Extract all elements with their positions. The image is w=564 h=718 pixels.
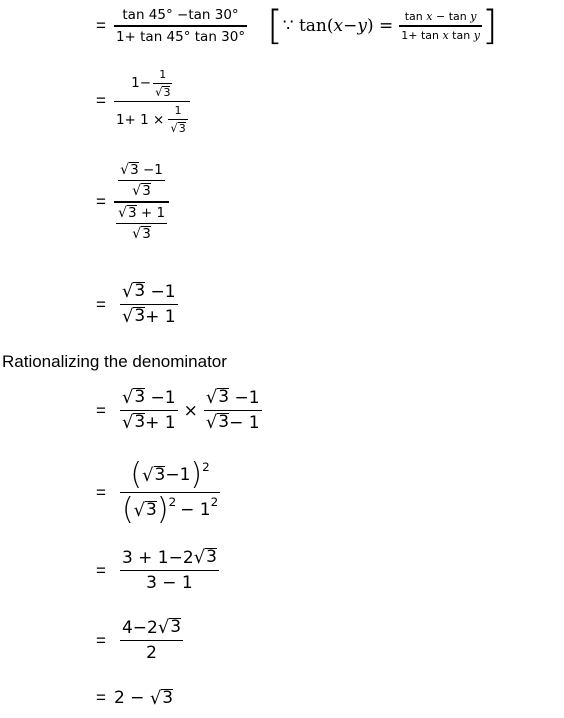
upper-fraction-inner [118,162,165,199]
num-suffix: −1 [229,388,260,408]
identity-num-x: x [426,10,433,24]
sqrt-three [206,413,229,432]
step-3 [96,162,169,242]
sqrt-three [120,162,139,177]
fraction-numerator [120,548,219,570]
radical-sign: √ [133,499,146,521]
equals-sign: = [96,560,106,580]
equals-sign: = [96,191,106,211]
fraction-numerator [204,388,262,410]
radicand: 3 [206,547,217,567]
small-fraction [168,104,187,135]
fraction-numerator [120,388,178,410]
hint-x: x [333,16,344,36]
fraction-denominator [114,102,190,135]
radical-sign: √ [132,183,142,200]
radicand: 3 [134,412,146,433]
fraction-denominator [204,411,262,433]
step-2 [96,68,190,135]
den-suffix: + 1 [145,413,176,434]
radical-sign: √ [170,121,178,136]
radicand: 3 [134,306,146,327]
hint-y: y [357,16,367,36]
fraction-tan-values [114,7,247,44]
sqrt-three [206,388,229,407]
identity-denominator [399,27,482,42]
radical-sign: √ [121,306,134,328]
identity-num-text-b: − tan [432,10,471,24]
radicand: 3 [218,412,230,433]
radical-sign: √ [149,687,162,709]
num-suffix: −1 [145,388,176,408]
fraction-denominator: 2 [146,643,157,664]
radical-sign: √ [121,387,134,408]
step-6 [96,457,220,528]
num-prefix: 4−2 [121,618,158,638]
radical-sign: √ [132,225,142,242]
radical-sign: √ [155,85,163,100]
sqrt-three [158,618,181,637]
small-numerator: 1 [159,68,167,81]
upper-fraction [116,162,167,201]
radical-sign: √ [205,412,218,434]
fraction-numerator [128,457,211,492]
hint-close: ) = [366,16,394,36]
radical-sign: √ [121,412,134,434]
fraction-denominator: 1+ tan 45° tan 30° [115,28,246,45]
rationalize-label: Rationalizing the denominator [2,352,227,371]
equals-sign: = [96,688,106,707]
equals-sign: = [96,400,106,420]
radicand: 3 [134,281,146,301]
identity-num-text: tan [404,10,427,24]
radicand: 3 [142,183,151,200]
lower-fraction [114,203,169,242]
step-8 [96,618,183,663]
sqrt-three [142,466,165,485]
radical-sign: √ [193,547,206,568]
step-7 [96,548,219,593]
den-minus: − 1 [180,500,211,521]
identity-den-y: y [473,28,480,42]
radicand: 3 [146,499,157,520]
den-suffix: − 1 [229,413,260,434]
times-sign: × [183,400,198,421]
sqrt-three [153,84,172,99]
radicand: 3 [170,617,182,637]
radical-sign: √ [120,162,130,178]
equals-sign: = [96,91,106,111]
step-1 [96,3,498,49]
identity-den-x: x [442,28,449,42]
fraction-numerator [120,618,183,640]
identity-den-text-b: tan [448,28,474,42]
fraction-denominator [120,492,220,528]
sqrt-three [122,413,145,432]
num-suffix: −1 [165,465,191,485]
right-paren: ) [156,492,169,528]
exponent: 2 [168,495,177,510]
fraction-denominator [120,305,178,327]
left-bracket: [ [267,3,283,49]
sqrt-three [134,501,157,520]
sqrt-three [194,548,217,567]
fraction-numerator [129,68,174,101]
sqrt-three [132,183,151,198]
radical-sign: √ [205,387,218,408]
radical-sign: √ [117,204,127,221]
sqrt-three [168,120,187,135]
result-prefix: 2 − [113,688,150,708]
radical-sign: √ [142,464,154,486]
identity-hint [267,3,498,49]
equals-sign: = [96,482,106,502]
equals-sign: = [96,16,106,35]
step-4 [96,282,178,327]
hint-because: ∵ tan( [282,16,334,36]
identity-fraction [399,10,482,41]
fraction-numerator: tan 45° −tan 30° [122,7,239,24]
step-9 [96,688,173,708]
fraction-step7 [120,548,219,593]
exponent: 2 [202,460,210,474]
identity-den-text: 1+ tan [401,28,443,42]
left-paren: ( [121,492,134,528]
fraction-numerator [120,282,178,304]
radical-sign: √ [157,617,170,638]
fraction-step4 [120,282,178,327]
den-prefix: 1+ 1 × [115,111,165,128]
equals-sign: = [96,294,106,314]
fraction-denominator: 3 − 1 [146,573,193,594]
sqrt-three [122,388,145,407]
radicand: 3 [163,86,171,100]
fraction-left [120,388,178,433]
num-prefix: 1− [131,75,152,92]
step-5 [96,388,262,433]
lower-fraction-inner [116,205,167,242]
radicand: 3 [162,687,174,708]
fraction-denominator [120,411,178,433]
radicand: 3 [154,464,166,485]
compound-fraction [114,162,169,242]
sqrt-three [132,226,151,241]
identity-num-y: y [470,10,477,24]
plus-one: + 1 [136,204,166,221]
upper-numerator [118,162,165,180]
radicand: 3 [218,387,230,407]
fraction-step8 [120,618,183,663]
upper-denominator [130,181,153,199]
fraction-step2 [114,68,190,135]
hint-minus: − [343,16,358,36]
right-bracket: ] [481,3,498,49]
fraction-step6 [120,457,220,528]
radical-sign: √ [121,281,134,302]
right-paren: ) [190,457,203,492]
lower-denominator [130,224,153,242]
equals-sign: = [96,630,106,650]
small-numerator: 1 [174,104,182,118]
sqrt-three [118,205,137,220]
sqrt-three [150,689,173,708]
den-exponent: 2 [210,495,219,510]
radicand: 3 [134,387,146,407]
radicand: 3 [142,225,151,242]
sqrt-three [122,282,145,301]
minus-one: −1 [138,162,163,178]
fraction-right [204,388,262,433]
left-paren: ( [130,457,143,492]
radicand: 3 [178,122,186,136]
lower-numerator [116,205,167,223]
radicand: 3 [127,204,137,221]
den-suffix: + 1 [145,307,176,328]
num-suffix: −1 [145,282,176,302]
radicand: 3 [130,162,139,178]
sqrt-three [122,307,145,326]
small-fraction [153,68,172,99]
num-prefix: 3 + 1−2 [121,548,194,568]
identity-numerator [403,10,479,25]
